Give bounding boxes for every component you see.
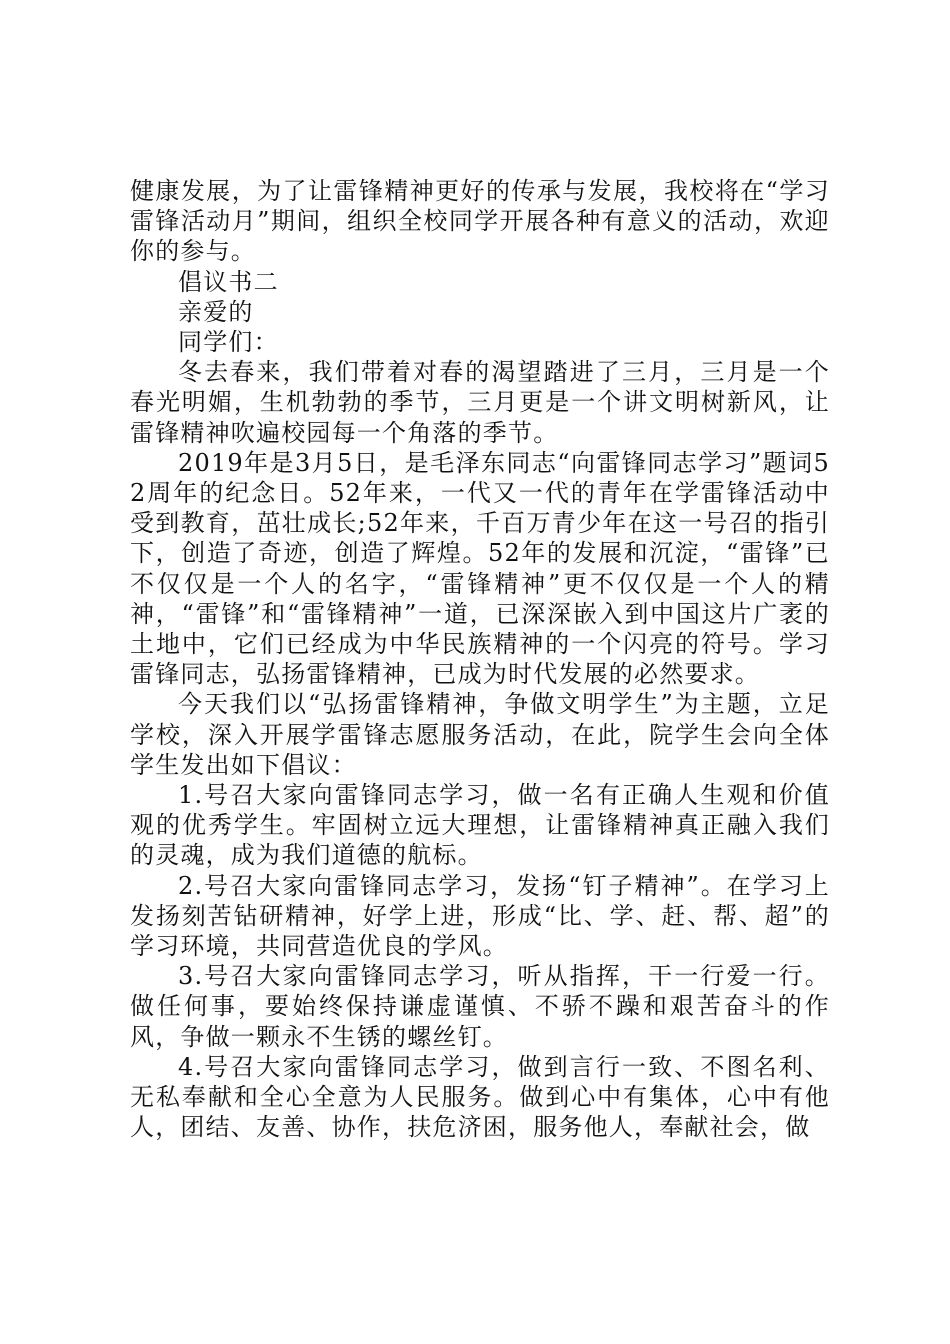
- proposal-item-3: 3.号召大家向雷锋同志学习，听从指挥，干一行爱一行。做任何事，要始终保持谦虚谨慎、不骄不躁和艰苦奋斗的作风，争做一颗永不生锈的螺丝钉。: [130, 962, 830, 1051]
- salutation-line-2: 同学们：: [178, 328, 279, 357]
- paragraph-theme: 今天我们以“弘扬雷锋精神，争做文明学生”为主题，立足学校，深入开展学雷锋志愿服务活动，在此，院学生会向全体学生发出如下倡议：: [130, 690, 830, 779]
- paragraph-intro: 冬去春来，我们带着对春的渴望踏进了三月，三月是一个春光明媚，生机勃勃的季节，三月更是一个讲文明树新风，让雷锋精神吹遍校园每一个角落的季节。: [130, 358, 830, 447]
- paragraph-anniversary: 2019年是3月5日，是毛泽东同志“向雷锋同志学习”题词52周年的纪念日。52年来，一代又一代的青年在学雷锋活动中受到教育，茁壮成长;52年来，千百万青少年在这一号召的指引下，创造了奇迹，创造了辉煌。52年的发展和沉淀，“雷锋”已不仅仅是一个人的名字，“雷锋精神”更不仅仅是一个人的精神，“雷锋”和“雷锋精神”一道，已深深嵌入到中国这片广袤的土地中，它们已经成为中华民族精神的一个闪亮的符号。学习雷锋同志，弘扬雷锋精神，已成为时代发展的必然要求。: [130, 448, 830, 689]
- proposal-item-1: 1.号召大家向雷锋同志学习，做一名有正确人生观和价值观的优秀学生。牢固树立远大理想，让雷锋精神真正融入我们的灵魂，成为我们道德的航标。: [130, 781, 830, 870]
- section-heading: 倡议书二: [178, 267, 279, 296]
- paragraph-continuation: 健康发展，为了让雷锋精神更好的传承与发展，我校将在“学习雷锋活动月”期间，组织全校同学开展各种有意义的活动，欢迎你的参与。: [130, 177, 830, 266]
- document-body: [130, 176, 830, 1143]
- proposal-item-2: 2.号召大家向雷锋同志学习，发扬“钉子精神”。在学习上发扬刻苦钻研精神，好学上进，形成“比、学、赶、帮、超”的学习环境，共同营造优良的学风。: [130, 871, 830, 961]
- proposal-item-4: 4.号召大家向雷锋同志学习，做到言行一致、不图名利、无私奉献和全心全意为人民服务。做到心中有集体，心中有他人，团结、友善、协作，扶危济困，服务他人，奉献社会，做: [130, 1052, 830, 1142]
- salutation-line-1: 亲爱的: [178, 297, 254, 326]
